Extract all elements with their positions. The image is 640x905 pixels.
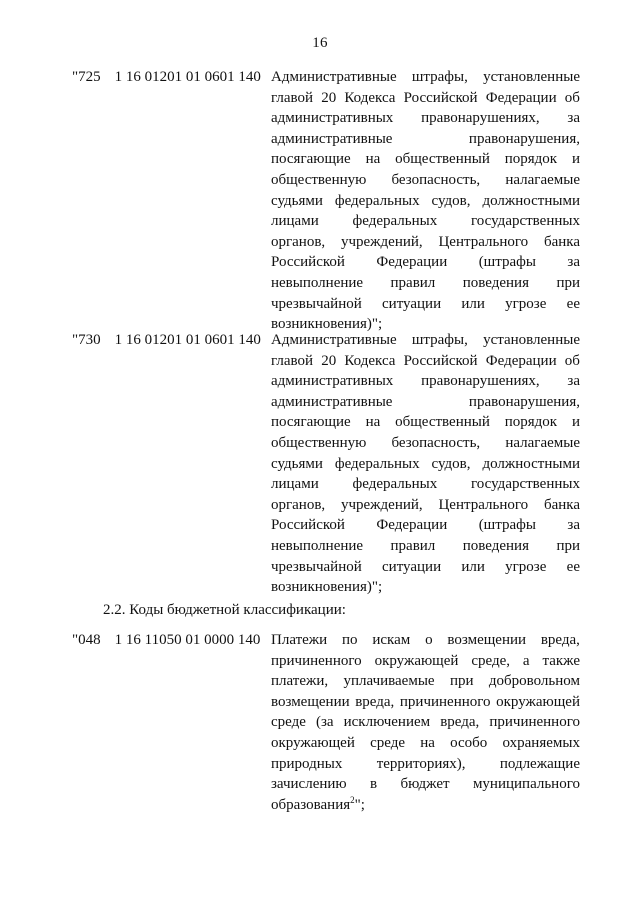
description-line xyxy=(271,454,580,475)
word: правонарушениях, xyxy=(421,110,540,127)
word: судов, xyxy=(431,455,471,472)
description-last-line xyxy=(271,795,580,816)
kbk-code: 1 16 11050 01 0000 140 xyxy=(114,632,261,648)
word: зачислению xyxy=(271,776,347,793)
description-line xyxy=(271,351,580,372)
word: особо xyxy=(450,734,488,751)
description-line xyxy=(271,474,580,495)
word: за xyxy=(567,110,580,127)
word: Российской xyxy=(403,89,478,106)
word: исключением xyxy=(343,714,431,731)
description-line xyxy=(271,371,580,392)
word: а xyxy=(522,652,530,669)
description-line xyxy=(271,433,580,454)
word: административных xyxy=(271,110,394,127)
word: искам xyxy=(372,632,411,648)
word: органов, xyxy=(271,233,326,250)
word: вреда, xyxy=(540,632,580,648)
word: налагаемые xyxy=(505,434,580,451)
description-line xyxy=(271,536,580,557)
description-line xyxy=(271,651,580,672)
word: органов, xyxy=(271,496,326,513)
word: Федерации xyxy=(485,89,557,106)
word: на xyxy=(365,414,381,431)
word: порядок xyxy=(504,414,558,431)
word: Платежи xyxy=(271,632,328,648)
word: должностными xyxy=(482,192,580,209)
word: общественную xyxy=(271,434,367,451)
word: о xyxy=(425,632,433,648)
word: добровольном xyxy=(488,673,580,690)
last-line-text: образования xyxy=(271,796,351,813)
word: банка xyxy=(543,233,580,250)
word: чрезвычайной xyxy=(271,295,362,312)
word: Административные xyxy=(271,69,397,85)
word: окружающей xyxy=(271,734,355,751)
word: вреда, xyxy=(355,693,395,710)
last-line-tail: "; xyxy=(354,796,365,813)
word: на xyxy=(420,734,435,751)
footnote-marker: 2 xyxy=(350,794,355,805)
word: уплачиваемые xyxy=(343,673,435,690)
admin-code: "730 xyxy=(72,332,101,348)
word: 20 xyxy=(321,89,337,106)
word: угрозе xyxy=(505,558,547,575)
description-line xyxy=(271,108,580,129)
word: административные xyxy=(271,393,393,410)
word: штрафы, xyxy=(411,69,468,85)
word: (штрафы xyxy=(478,517,536,534)
word: окружающей xyxy=(374,652,459,669)
entry-description xyxy=(271,67,580,335)
word: невыполнение xyxy=(271,274,364,291)
word: посягающие xyxy=(271,414,351,431)
last-line-text: возникновения)"; xyxy=(271,579,383,596)
word: среде, xyxy=(471,652,510,669)
word: общественный xyxy=(395,414,490,431)
word: за xyxy=(567,373,580,390)
description-line xyxy=(271,211,580,232)
word: Центрального xyxy=(438,233,529,250)
description-line xyxy=(271,67,580,88)
entry-description xyxy=(271,630,580,815)
word: правонарушения, xyxy=(468,393,580,410)
word: учреждений, xyxy=(340,233,423,250)
word: и xyxy=(571,151,580,168)
word: подлежащие xyxy=(499,755,580,772)
word: чрезвычайной xyxy=(271,558,362,575)
word: ситуации xyxy=(382,295,442,312)
description-line xyxy=(271,630,580,651)
kbk-code: 1 16 01201 01 0601 140 xyxy=(114,332,261,348)
word: правил xyxy=(390,537,436,554)
section-heading: 2.2. Коды бюджетной классификации: xyxy=(103,602,346,618)
description-line xyxy=(271,294,580,315)
word: по xyxy=(342,632,358,648)
word: или xyxy=(461,558,485,575)
word: охраняемых xyxy=(502,734,580,751)
word: и xyxy=(571,414,580,431)
word: Российской xyxy=(403,352,478,369)
word: Федерации xyxy=(376,517,448,534)
word: возмещении xyxy=(447,632,527,648)
description-line xyxy=(271,392,580,413)
word: главой xyxy=(271,89,314,106)
page-number: 16 xyxy=(312,35,328,51)
description-line xyxy=(271,774,580,795)
word: территориях), xyxy=(376,755,466,772)
word: ситуации xyxy=(382,558,442,575)
word: лицами xyxy=(271,476,319,493)
word: федеральных xyxy=(334,192,420,209)
description-line xyxy=(271,712,580,733)
word: также xyxy=(542,652,580,669)
word: судьями xyxy=(271,192,323,209)
word: федеральных xyxy=(352,476,438,493)
word: Федерации xyxy=(485,352,557,369)
word: безопасность, xyxy=(391,171,481,188)
word: Российской xyxy=(271,517,345,534)
word: общественный xyxy=(395,151,490,168)
word: штрафы, xyxy=(411,332,468,348)
word: Административные xyxy=(271,332,397,348)
description-line xyxy=(271,129,580,150)
description-line xyxy=(271,170,580,191)
word: или xyxy=(461,295,485,312)
admin-code: "725 xyxy=(72,69,101,85)
word: поведения xyxy=(462,537,529,554)
word: на xyxy=(365,151,381,168)
kbk-code: 1 16 01201 01 0601 140 xyxy=(114,69,261,85)
description-last-line xyxy=(271,577,580,598)
word: судьями xyxy=(271,455,323,472)
word: ее xyxy=(566,295,580,312)
word: муниципального xyxy=(472,776,580,793)
word: за xyxy=(567,517,580,534)
word: безопасность, xyxy=(391,434,481,451)
word: Центрального xyxy=(438,496,529,513)
description-line xyxy=(271,495,580,516)
word: среде xyxy=(271,714,306,731)
word: вреда, xyxy=(440,714,480,731)
description-line xyxy=(271,191,580,212)
word: учреждений, xyxy=(340,496,423,513)
word: Федерации xyxy=(376,254,448,271)
word: при xyxy=(556,274,580,291)
word: общественную xyxy=(271,171,367,188)
description-line xyxy=(271,557,580,578)
word: Кодекса xyxy=(344,352,396,369)
word: причиненного xyxy=(489,714,580,731)
word: установленные xyxy=(483,69,580,85)
word: поведения xyxy=(462,274,529,291)
description-line xyxy=(271,671,580,692)
word: административные xyxy=(271,130,393,147)
word: за xyxy=(567,254,580,271)
word: банка xyxy=(543,496,580,513)
description-line xyxy=(271,88,580,109)
description-line xyxy=(271,330,580,351)
entry-description xyxy=(271,330,580,598)
word: Российской xyxy=(271,254,345,271)
word: федеральных xyxy=(352,213,438,230)
description-line xyxy=(271,149,580,170)
word: об xyxy=(564,352,580,369)
description-line xyxy=(271,273,580,294)
word: должностными xyxy=(482,455,580,472)
word: установленные xyxy=(483,332,580,348)
word: судов, xyxy=(431,192,471,209)
word: окружающей xyxy=(496,693,580,710)
word: правонарушения, xyxy=(468,130,580,147)
description-line xyxy=(271,232,580,253)
word: платежи, xyxy=(271,673,329,690)
word: бюджет xyxy=(400,776,450,793)
word: при xyxy=(556,537,580,554)
word: причиненного xyxy=(399,693,491,710)
description-line xyxy=(271,412,580,433)
word: об xyxy=(564,89,580,106)
description-line xyxy=(271,733,580,754)
word: административных xyxy=(271,373,394,390)
description-line xyxy=(271,252,580,273)
description-line xyxy=(271,692,580,713)
word: федеральных xyxy=(334,455,420,472)
word: угрозе xyxy=(505,295,547,312)
word: государственных xyxy=(471,476,580,493)
word: правил xyxy=(390,274,436,291)
word: ее xyxy=(566,558,580,575)
admin-code: "048 xyxy=(72,632,101,648)
word: Кодекса xyxy=(344,89,396,106)
word: 20 xyxy=(321,352,337,369)
word: посягающие xyxy=(271,151,351,168)
word: причиненного xyxy=(271,652,362,669)
word: среде xyxy=(370,734,405,751)
word: правонарушениях, xyxy=(421,373,540,390)
word: главой xyxy=(271,352,314,369)
word: (штрафы xyxy=(478,254,536,271)
word: природных xyxy=(271,755,343,772)
word: порядок xyxy=(504,151,558,168)
word: (за xyxy=(315,714,334,731)
word: налагаемые xyxy=(505,171,580,188)
description-line xyxy=(271,515,580,536)
description-line xyxy=(271,754,580,775)
word: невыполнение xyxy=(271,537,364,554)
word: при xyxy=(449,673,474,690)
last-line-text: возникновения)"; xyxy=(271,316,383,333)
word: в xyxy=(370,776,378,793)
word: государственных xyxy=(471,213,580,230)
word: лицами xyxy=(271,213,319,230)
word: возмещении xyxy=(271,693,350,710)
